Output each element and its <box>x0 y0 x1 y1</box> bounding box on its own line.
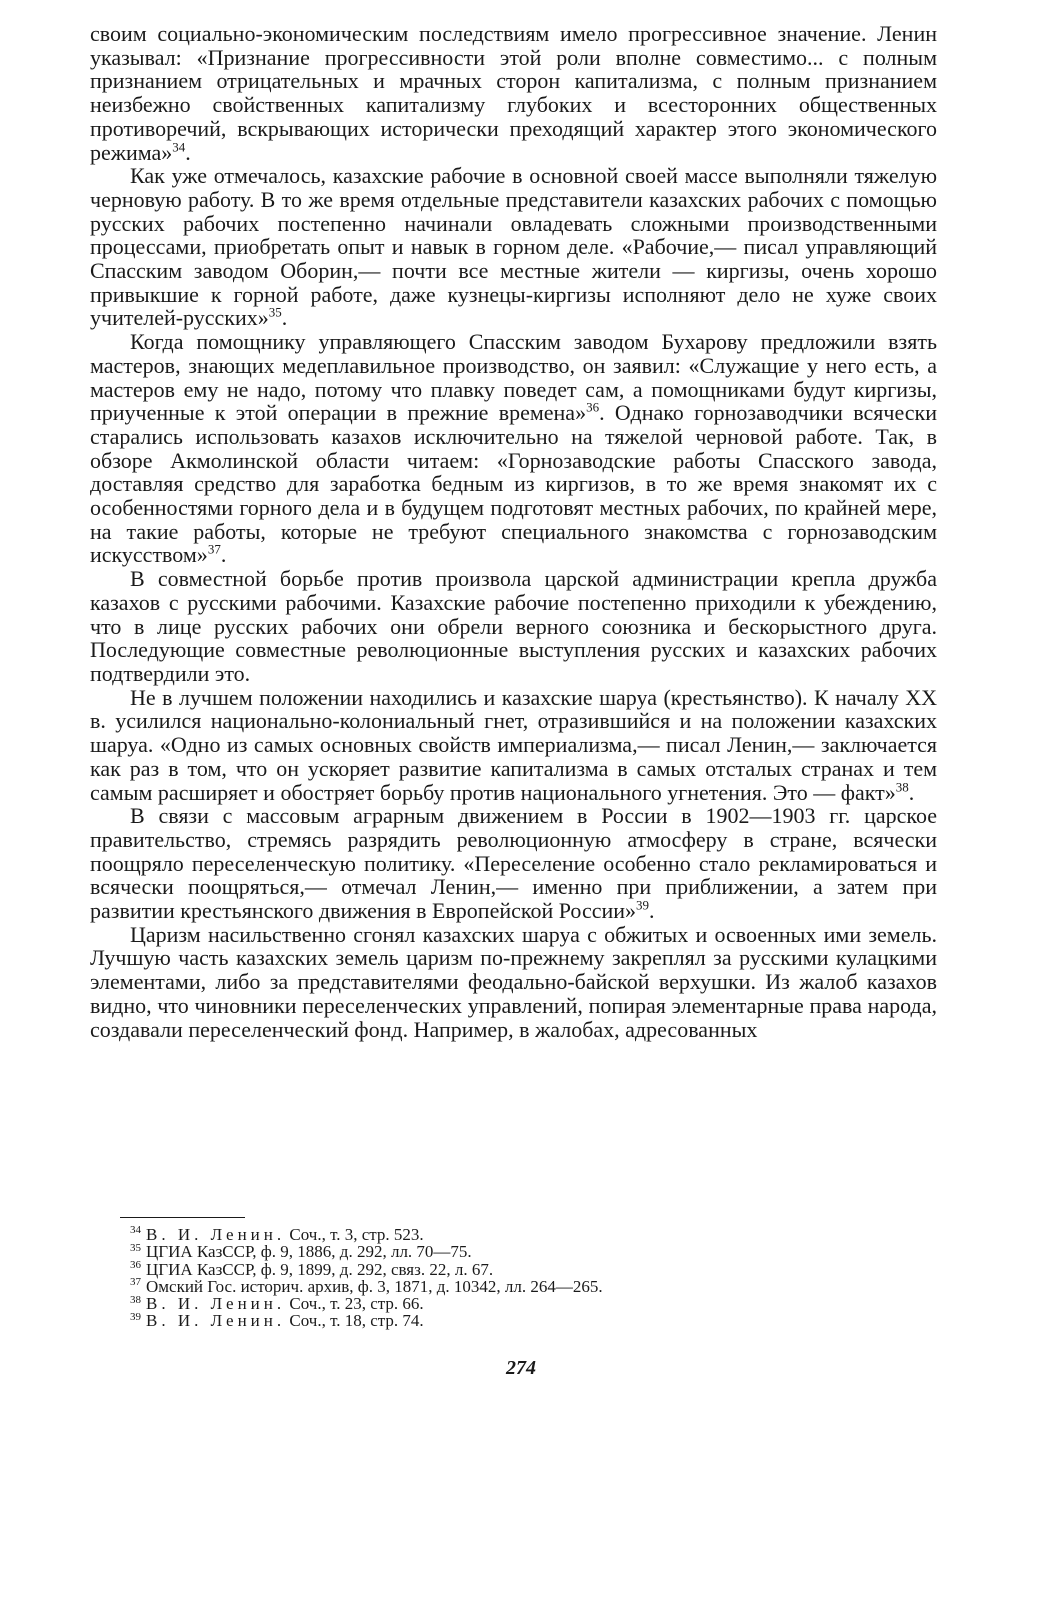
footnote-37 <box>130 1278 937 1295</box>
footnote-ref-38[interactable]: 38 <box>895 779 909 795</box>
footnote-text: ЦГИА КазССР, ф. 9, 1899, д. 292, связ. 22, л. 67. <box>146 1259 494 1279</box>
paragraph-7 <box>90 923 937 1042</box>
footnote-number: 39 <box>130 1310 141 1323</box>
footnote-35 <box>130 1243 937 1260</box>
footnote-ref-39[interactable]: 39 <box>636 897 650 913</box>
footnote-text: Соч., т. 3, стр. 523. <box>285 1225 424 1244</box>
footnote-number: 36 <box>130 1258 141 1271</box>
paragraph-2: Как уже отмечалось, казахские рабочие в основной своей массе выполняли тяжелую черновую работу. В то же время отдельные представители казахских рабочих с помощью русских рабочих постепенно начинали овладевать сложными производственными процессами, приобретать опыт и навык в горном деле. «Рабочие,— писал управляющий Спасским заводом Оборин,— почти все местные жители — киргизы, очень хорошо привыкшие к горной работе, даже кузнецы-киргизы исполняют дело не хуже своих учителей-русских»$^{35}$. <box>90 163 937 331</box>
footnote-text: ЦГИА КазССР, ф. 9, 1886, д. 292, лл. 70—75. <box>146 1242 472 1262</box>
footnote-text: Соч., т. 18, стр. 74. <box>285 1311 424 1331</box>
paragraph-6: В связи с массовым аграрным движением в России в 1902—1903 гг. царское правительство, стремясь разрядить революционную атмосферу в стране, всячески поощряло переселенческую политику. «Переселение особенно стало рекламироваться и всячески поощряться,— отмечал Ленин,— именно при приближении, а затем при развитии крестьянского движения в Европейской России»$^{39}$. <box>90 803 937 924</box>
footnote-ref-36[interactable]: 36 <box>586 399 600 415</box>
footnote-author: В. И. Ленин. <box>146 1225 286 1244</box>
footnote-text: Соч., т. 23, стр. 66. <box>285 1294 424 1314</box>
paragraph-text: Как уже отмечалось, казахские рабочие в основной своей массе выполняли тяжелую черновую работу. В то же время отдельные представители казахских рабочих с помощью русских рабочих постепенно начинали овладевать сложными производственными процессами, приобретать опыт и навык в горном деле. «Рабочие,— писал управляющий Спасским заводом Оборин,— почти все местные жители — киргизы, очень хорошо привыкшие к горной работе, даже кузнецы-киргизы исполняют дело не хуже своих учителей-русских» <box>90 163 937 331</box>
footnote-author: В. И. Ленин. <box>146 1294 286 1314</box>
footnote-divider <box>120 1217 245 1218</box>
footnotes <box>130 1226 937 1330</box>
footnote-ref-35[interactable]: 35 <box>268 305 282 321</box>
paragraph-text: своим социально-экономическим последствиям имело прогрессивное значение. Ленин указывал: «Признание прогрессивности этой роли вполне совместимо... с полным признанием отрицательных и мрачных сторон капитализма, с полным признанием неизбежно свойственных капитализму глубоких и всесторонних общественных противоречий, вскрывающих исторически преходящий характер этого экономического режима» <box>90 21 937 165</box>
paragraph-1: своим социально-экономическим последствиям имело прогрессивное значение. Ленин указывал: «Признание прогрессивности этой роли вполне совместимо... с полным признанием отрицательных и мрачных сторон капитализма, с полным признанием неизбежно свойственных капитализму глубоких и всесторонних общественных противоречий, вскрывающих исторически преходящий характер этого экономического режима»$^{34}$. <box>90 21 937 165</box>
footnote-ref-37[interactable]: 37 <box>207 542 221 558</box>
footnote-text: Омский Гос. историч. архив, ф. 3, 1871, д. 10342, лл. 264—265. <box>146 1276 603 1296</box>
footnote-36 <box>130 1258 937 1279</box>
footnote-number: 37 <box>130 1276 141 1289</box>
paragraph-text: Не в лучшем положении находились и казахские шаруа (крестьянство). К началу XX в. усилился национально-колониальный гнет, отразившийся и на положении казахских шаруа. «Одно из самых основных свойств империализма,— писал Ленин,— заключается как раз в том, что он ускоряет развитие капитализма в самых отсталых странах и тем самым расширяет и обостряет борьбу против национального угнетения. Это — факт» <box>90 684 937 805</box>
paragraph-text: В связи с массовым аграрным движением в России в 1902—1903 гг. царское правительство, стремясь разрядить революционную атмосферу в стране, всячески поощряло переселенческую политику. «Переселение особенно стало рекламироваться и всячески поощряться,— отмечал Ленин,— именно при приближении, а затем при развитии крестьянского движения в Европейской России» <box>90 803 937 924</box>
footnote-author: В. И. Ленин. <box>146 1311 286 1331</box>
footnote-34 <box>130 1226 937 1243</box>
paragraph-3: Когда помощнику управляющего Спасским заводом Бухарову предложили взять мастеров, знающих медеплавильное производство, он заявил: «Служащие у него есть, а мастеров ему не надо, потому что плавку поведет сам, а помощниками будут киргизы, приученные к этой операции в прежние времена»$^{36}$. Однако горнозаводчики всячески старались использовать казахов исключительно на тяжелой черновой работе. Так, в обзоре Акмолинской области читаем: «Горнозаводские работы Спасского завода, доставляя средство для заработка бедным из киргизов, в то же время знакомят их с особенностями горного дела и в будущем подготовят местных рабочих, по крайней мере, на такие работы, которые не требуют специального знакомства с горнозаводским искусством»$^{37}$. <box>90 329 937 568</box>
footnote-ref-34[interactable]: 34 <box>172 139 186 155</box>
paragraph-text: В совместной борьбе против произвола царской администрации крепла дружба казахов с русскими рабочими. Казахские рабочие постепенно приходили к убеждению, что в лице русских рабочих они обрели верного союзника и бескорыстного друга. Последующие совместные революционные выступления русских и казахских рабочих подтвердили это. <box>90 566 937 686</box>
paragraph-5: Не в лучшем положении находились и казахские шаруа (крестьянство). К началу XX в. усилился национально-колониальный гнет, отразившийся и на положении казахских шаруа. «Одно из самых основных свойств империализма,— писал Ленин,— заключается как раз в том, что он ускоряет развитие капитализма в самых отсталых странах и тем самым расширяет и обостряет борьбу против национального угнетения. Это — факт»$^{38}$. <box>90 684 937 805</box>
footnote-38 <box>130 1295 937 1312</box>
footnote-39 <box>130 1312 937 1329</box>
footnote-number: 34 <box>130 1224 141 1237</box>
paragraph-text: Царизм насильственно сгонял казахских шаруа с обжитых и освоенных ими земель. Лучшую часть казахских земель царизм по-прежнему закреплял за русскими кулацкими элементами, либо за представителями феодально-байской верхушки. Из жалоб казахов видно, что чиновники переселенческих управлений, попирая элементарные права народа, создавали переселенческий фонд. Например, в жалобах, адресованных <box>90 921 937 1042</box>
footnote-number: 38 <box>130 1293 141 1306</box>
page-number: 274 <box>506 1357 536 1379</box>
paragraph-4 <box>90 567 937 686</box>
footnote-number: 35 <box>130 1241 141 1254</box>
paragraph-text: Когда помощнику управляющего Спасским заводом Бухарову предложили взять мастеров, знающих медеплавильное производство, он заявил: «Служащие у него есть, а мастеров ему не надо, потому что плавку поведет сам, а помощниками будут киргизы, приученные к этой операции в прежние времена» <box>90 329 937 426</box>
main-text <box>90 22 937 1041</box>
paragraph-text-continued: Однако горнозаводчики всячески старались использовать казахов исключительно на тяжелой черновой работе. Так, в обзоре Акмолинской области читаем: «Горнозаводские работы Спасского завода, доставляя средство для заработка бедным из киргизов, в то же время знакомят их с особенностями горного дела и в будущем подготовят местных рабочих, по крайней мере, на такие работы, которые не требуют специального знакомства с горнозаводским искусством» <box>90 400 937 568</box>
